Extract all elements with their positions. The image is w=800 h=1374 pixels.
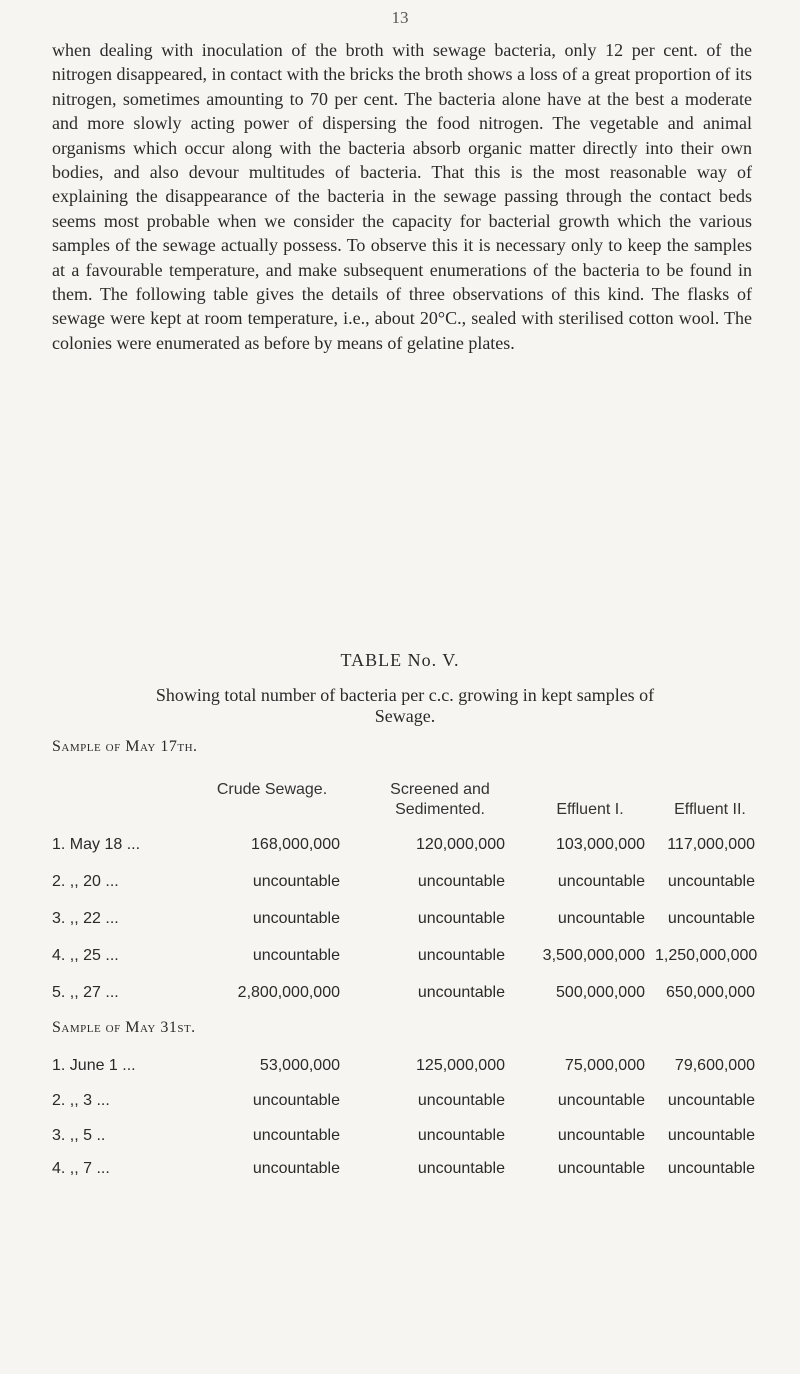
cell-effluent-2: 79,600,000 [674, 1057, 755, 1074]
cell-screened: uncountable [417, 947, 505, 964]
cell-effluent-1: uncountable [557, 1127, 645, 1144]
table-row [0, 1127, 800, 1151]
section-heading-may-31: Sample of May 31st. [52, 1019, 196, 1036]
cell-screened: uncountable [417, 873, 505, 890]
cell-effluent-2: 1,250,000,000 [655, 947, 758, 964]
cell-crude: uncountable [252, 910, 340, 927]
cell-screened: 120,000,000 [416, 836, 505, 853]
cell-effluent-1: uncountable [557, 1092, 645, 1109]
row-date: 3. ,, 5 .. [52, 1127, 106, 1144]
table-title: TABLE No. V. [340, 650, 460, 670]
cell-effluent-2: uncountable [667, 873, 755, 890]
cell-crude: uncountable [252, 873, 340, 890]
table-row [0, 1092, 800, 1116]
row-date: 4. ,, 7 ... [52, 1160, 110, 1177]
col-header-screened: Screened and Sedimented. [390, 781, 490, 818]
row-date: 5. ,, 27 ... [52, 984, 119, 1001]
cell-effluent-2: 117,000,000 [667, 836, 755, 853]
cell-effluent-2: uncountable [667, 1160, 755, 1177]
cell-effluent-2: uncountable [667, 910, 755, 927]
table-row [0, 1160, 800, 1184]
col-header-crude: Crude Sewage. [216, 781, 328, 798]
table-row [0, 1057, 800, 1081]
cell-screened: uncountable [417, 1092, 505, 1109]
cell-screened: uncountable [417, 1160, 505, 1177]
cell-effluent-1: uncountable [557, 910, 645, 927]
row-date: 1. May 18 ... [52, 836, 141, 853]
table-row [0, 947, 800, 971]
cell-effluent-2: uncountable [667, 1127, 755, 1144]
cell-effluent-1: uncountable [557, 873, 645, 890]
cell-screened: 125,000,000 [416, 1057, 505, 1074]
cell-effluent-1: 3,500,000,000 [542, 947, 645, 964]
page-number: 13 [391, 8, 409, 27]
row-date: 4. ,, 25 ... [52, 947, 119, 964]
col-header-effluent-2: Effluent II. [674, 801, 746, 818]
table-row [0, 984, 800, 1008]
cell-crude: 168,000,000 [251, 836, 340, 853]
cell-crude: uncountable [252, 1092, 340, 1109]
cell-crude: uncountable [252, 947, 340, 964]
cell-effluent-2: 650,000,000 [666, 984, 755, 1001]
table-row [0, 836, 800, 860]
cell-effluent-1: uncountable [557, 1160, 645, 1177]
cell-effluent-1: 75,000,000 [564, 1057, 645, 1074]
col-header-effluent-1: Effluent I. [556, 801, 624, 818]
section-heading-may-17: Sample of May 17th. [52, 738, 198, 755]
cell-screened: uncountable [417, 984, 505, 1001]
cell-crude: 2,800,000,000 [237, 984, 340, 1001]
body-paragraph: when dealing with inoculation of the broth with sewage bacteria, only 12 per cent. of the nitrogen disappeared, in contact with the bricks the broth shows a loss of a great proportion of its nitrogen, sometimes amounting to 70 per cent. The bacteria alone have at the best a moderate and more slowly acting power of dispersing the food nitrogen. The vegetable and animal organisms which occur along with the bacteria absorb organic matter directly into their own bodies, and also devour multitudes of bacteria. That this is the most reasonable way of explaining the disappearance of the bacteria in the sewage passing through the contact beds seems most probable when we consider the capacity for bacterial growth which the various samples of the sewage actually possess. To observe this it is necessary only to keep the samples at a favourable temperature, and make subsequent enumerations of the bacteria to be found in them. The following table gives the details of three observations of this kind. The flasks of sewage were kept at room temperature, i.e., about 20°C., sealed with sterilised cotton wool. The colonies were enumerated as before by means of gelatine plates. [52, 40, 752, 353]
row-date: 2. ,, 3 ... [52, 1092, 110, 1109]
cell-crude: uncountable [252, 1127, 340, 1144]
table-subtitle: Showing total number of bacteria per c.c. growing in kept samples of Sewage. [155, 685, 655, 726]
cell-screened: uncountable [417, 1127, 505, 1144]
cell-crude: 53,000,000 [259, 1057, 340, 1074]
row-date: 1. June 1 ... [52, 1057, 136, 1074]
cell-crude: uncountable [252, 1160, 340, 1177]
cell-effluent-1: 500,000,000 [556, 984, 645, 1001]
row-date: 3. ,, 22 ... [52, 910, 119, 927]
table-row [0, 910, 800, 934]
cell-effluent-1: 103,000,000 [556, 836, 645, 853]
cell-screened: uncountable [417, 910, 505, 927]
cell-effluent-2: uncountable [667, 1092, 755, 1109]
table-row [0, 873, 800, 897]
row-date: 2. ,, 20 ... [52, 873, 119, 890]
